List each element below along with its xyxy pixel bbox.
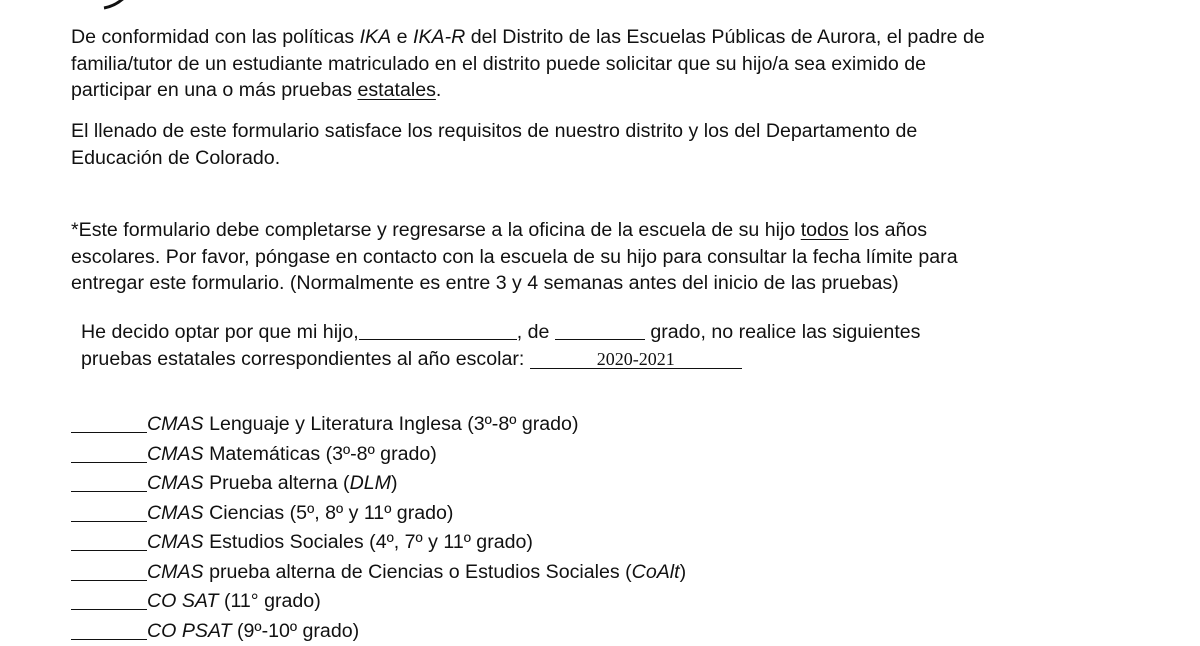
declaration-text: , de bbox=[517, 321, 555, 343]
test-option bbox=[71, 617, 1071, 646]
option-checkbox-line[interactable] bbox=[71, 501, 147, 522]
intro-text: . bbox=[436, 79, 441, 101]
policy-ika-r: IKA-R bbox=[413, 26, 465, 48]
test-label-italic: DLM bbox=[350, 472, 391, 494]
declaration-paragraph bbox=[81, 319, 1141, 372]
notice-text: escolares. Por favor, póngase en contacto con la escuela de su hijo para consultar la fecha límite para bbox=[71, 244, 1131, 271]
test-option bbox=[71, 499, 1071, 529]
test-label: Lenguaje y Literatura Inglesa (3º-8º grado) bbox=[204, 413, 579, 435]
intro-text: del Distrito de las Escuelas Públicas de Aurora, el padre de bbox=[465, 26, 985, 48]
option-checkbox-line[interactable] bbox=[71, 619, 147, 640]
child-name-field[interactable] bbox=[359, 321, 517, 340]
test-label: (11° grado) bbox=[219, 590, 321, 612]
intro-text: participar en una o más pruebas bbox=[71, 79, 357, 101]
signature-stroke-icon bbox=[102, 0, 132, 10]
grade-field[interactable] bbox=[555, 321, 645, 340]
test-label-tail: ) bbox=[391, 472, 398, 494]
declaration-text: pruebas estatales correspondientes al año escolar: bbox=[81, 348, 530, 370]
test-option bbox=[71, 587, 1071, 617]
test-label-italic: CoAlt bbox=[632, 561, 680, 583]
requirements-text: El llenado de este formulario satisface los requisitos de nuestro distrito y los del Departamento de bbox=[71, 118, 1131, 145]
test-label: (9º-10º grado) bbox=[232, 620, 360, 642]
test-label: Matemáticas (3º-8º grado) bbox=[204, 443, 437, 465]
test-options-list bbox=[71, 410, 1071, 646]
requirements-text: Educación de Colorado. bbox=[71, 145, 1131, 172]
option-checkbox-line[interactable] bbox=[71, 442, 147, 463]
school-year-field[interactable]: 2020-2021 bbox=[530, 350, 742, 369]
underlined-word: estatales bbox=[357, 79, 435, 101]
intro-text: e bbox=[391, 26, 413, 48]
test-label: prueba alterna de Ciencias o Estudios Sociales ( bbox=[204, 561, 632, 583]
intro-paragraph bbox=[71, 24, 1131, 104]
test-prefix: CO SAT bbox=[147, 590, 219, 612]
option-checkbox-line[interactable] bbox=[71, 530, 147, 551]
test-prefix: CMAS bbox=[147, 443, 204, 465]
notice-paragraph bbox=[71, 217, 1131, 297]
underlined-word: todos bbox=[801, 219, 849, 241]
test-option bbox=[71, 558, 1071, 588]
notice-text: los años bbox=[849, 219, 927, 241]
test-option bbox=[71, 410, 1071, 440]
test-prefix: CMAS bbox=[147, 502, 204, 524]
option-checkbox-line[interactable] bbox=[71, 471, 147, 492]
test-prefix: CMAS bbox=[147, 531, 204, 553]
option-checkbox-line[interactable] bbox=[71, 560, 147, 581]
test-option bbox=[71, 469, 1071, 499]
test-prefix: CMAS bbox=[147, 561, 204, 583]
test-option bbox=[71, 440, 1071, 470]
declaration-text: grado, no realice las siguientes bbox=[645, 321, 921, 343]
notice-text: entregar este formulario. (Normalmente es entre 3 y 4 semanas antes del inicio de las pruebas) bbox=[71, 270, 1131, 297]
test-label-tail: ) bbox=[680, 561, 687, 583]
test-label: Ciencias (5º, 8º y 11º grado) bbox=[204, 502, 454, 524]
notice-text: *Este formulario debe completarse y regresarse a la oficina de la escuela de su hijo bbox=[71, 219, 801, 241]
intro-text: familia/tutor de un estudiante matriculado en el distrito puede solicitar que su hijo/a sea eximido de bbox=[71, 51, 1131, 78]
test-label: Estudios Sociales (4º, 7º y 11º grado) bbox=[204, 531, 533, 553]
test-prefix: CO PSAT bbox=[147, 620, 232, 642]
option-checkbox-line[interactable] bbox=[71, 412, 147, 433]
option-checkbox-line[interactable] bbox=[71, 589, 147, 610]
test-label: Prueba alterna ( bbox=[204, 472, 350, 494]
test-prefix: CMAS bbox=[147, 413, 204, 435]
test-option bbox=[71, 528, 1071, 558]
intro-text: De conformidad con las políticas bbox=[71, 26, 360, 48]
test-prefix: CMAS bbox=[147, 472, 204, 494]
policy-ika: IKA bbox=[360, 26, 392, 48]
declaration-text: He decido optar por que mi hijo, bbox=[81, 321, 359, 343]
requirements-paragraph bbox=[71, 118, 1131, 171]
